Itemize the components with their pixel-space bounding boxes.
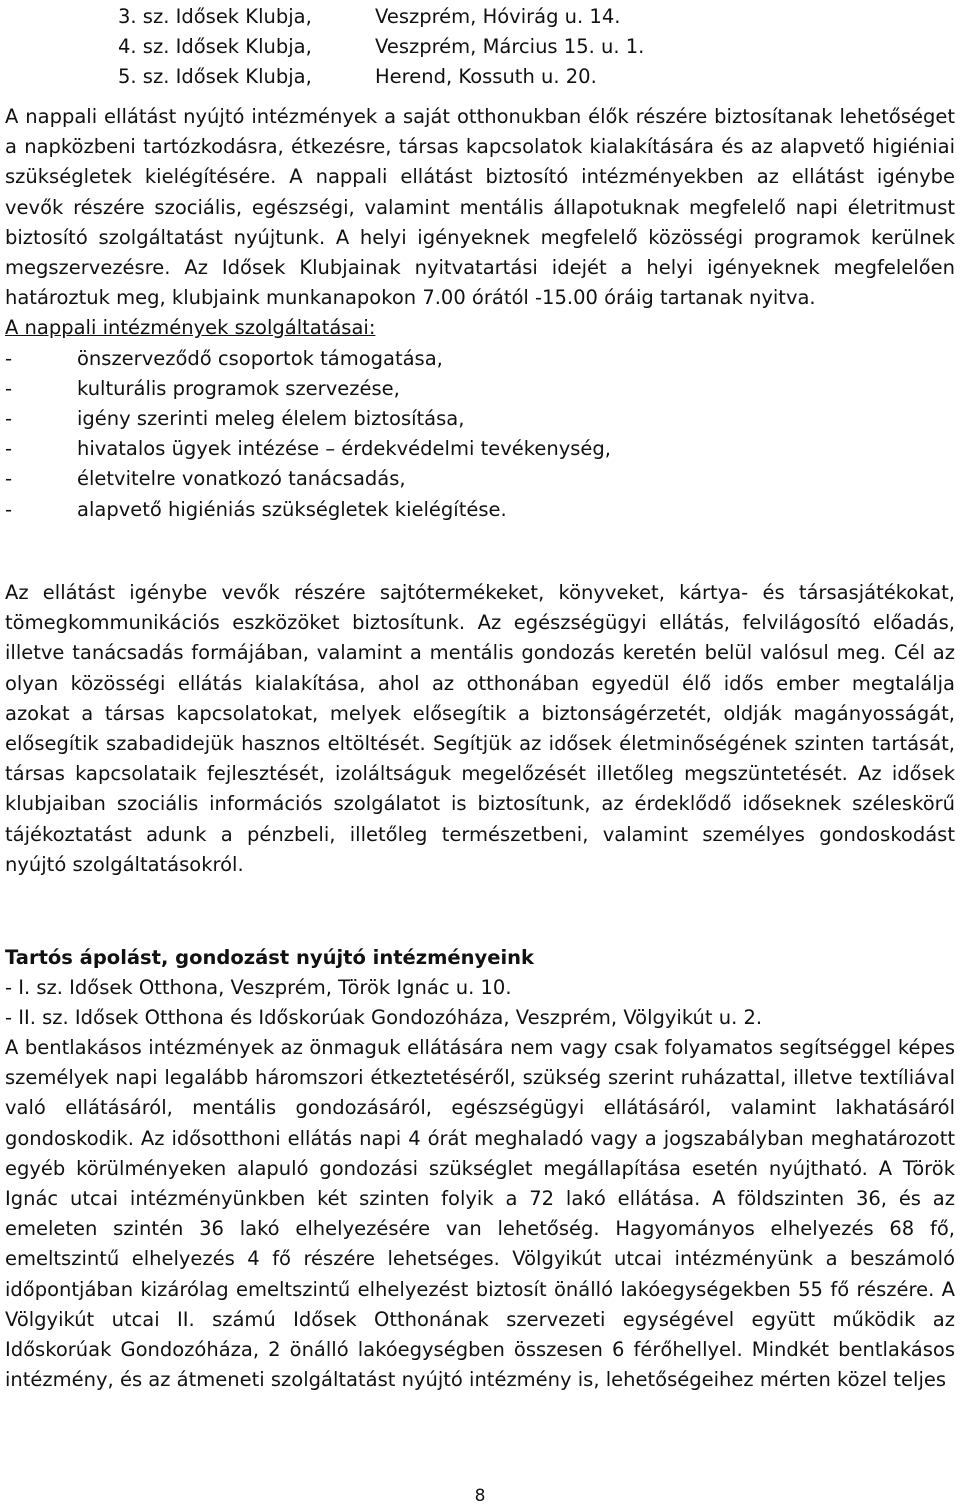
list-dash: -: [5, 497, 13, 521]
longterm-item: - II. sz. Idősek Otthona és Időskorúak Gondozóháza, Veszprém, Völgyikút u. 2.: [5, 1006, 763, 1029]
section-heading: Tartós ápolást, gondozást nyújtó intézményeink: [5, 946, 535, 969]
list-item-text: önszerveződő csoportok támogatása,: [77, 346, 443, 370]
list-item: [5, 464, 955, 494]
club-entry: [118, 32, 644, 62]
services-title: A nappali intézmények szolgáltatásai:: [5, 316, 376, 340]
list-item-text: életvitelre vonatkozó tanácsadás,: [77, 467, 406, 491]
list-dash: -: [5, 437, 13, 461]
list-dash: -: [5, 376, 13, 400]
day-care-section: [5, 102, 955, 525]
list-item: [5, 344, 955, 374]
list-dash: -: [5, 346, 13, 370]
club-address: Veszprém, Március 15. u. 1.: [375, 35, 645, 58]
day-care-paragraph: A nappali ellátást nyújtó intézmények a saját otthonukban élők részére biztosítanak lehetőséget a napközbeni tartózkodásra, étkezésre, társas kapcsolatok kialakítására és az alapvető higiéniai szükségletek kielégítésére. A nappali ellátást biztosító intézményekben az ellátást igénybe vevők részére szociális, egészségi, valamint mentális állapotuknak megfelelő napi életritmust biztosító szolgáltatást nyújtunk. A helyi igényeknek megfelelő közösségi programok kerülnek megszervezésre. Az Idősek Klubjainak nyitvatartási idejét a helyi igényeknek megfelelően határoztuk meg, klubjaink munkanapokon 7.00 órától -15.00 óráig tartanak nyitva.: [5, 105, 955, 310]
list-item-text: kulturális programok szervezése,: [77, 376, 400, 400]
list-item-text: alapvető higiéniás szükségletek kielégítése.: [77, 497, 507, 521]
club-name: 3. sz. Idősek Klubja,: [118, 5, 312, 28]
club-entry: [118, 62, 644, 92]
club-address: Veszprém, Hóvirág u. 14.: [375, 5, 621, 28]
longterm-item: - I. sz. Idősek Otthona, Veszprém, Török Ignác u. 10.: [5, 976, 512, 999]
club-name: 4. sz. Idősek Klubja,: [118, 35, 312, 58]
services-section: [5, 578, 955, 880]
list-dash: -: [5, 407, 13, 431]
longterm-section: [5, 943, 955, 1395]
longterm-paragraph: A bentlakásos intézmények az önmaguk ellátására nem vagy csak folyamatos segítséggel képes személyek napi legalább háromszori étkeztetéséről, szükség szerint ruházattal, illetve textíliával való ellátásáról, mentális gondozásáról, egészségügyi ellátásáról, valamint lakhatásáról gondoskodik. Az idősotthoni ellátás napi 4 órát meghaladó vagy a jogszabályban meghatározott egyéb körülményeken alapuló gondozási szükséglet megállapítása esetén nyújtható. A Török Ignác utcai intézményünkben két szinten folyik a 72 lakó ellátása. A földszinten 36, és az emeleten szintén 36 lakó elhelyezésére van lehetőség. Hagyományos elhelyezés 68 fő, emeltszintű elhelyezés 4 fő részére lehetséges. Völgyikút utcai intézményünk a beszámoló időpontjában kizárólag emeltszintű elhelyezést biztosít önálló lakóegységekben 55 fő részére. A Völgyikút utcai II. számú Idősek Otthonának szervezeti egységével együtt működik az Időskorúak Gondozóháza, 2 önálló lakóegységben összesen 6 férőhellyel. Mindkét bentlakásos intézmény, és az átmeneti szolgáltatást nyújtó intézmény is, lehetőségeihez mérten közel teljes: [5, 1036, 955, 1392]
club-address: Herend, Kossuth u. 20.: [375, 65, 597, 88]
club-list: [118, 2, 644, 92]
list-dash: -: [5, 467, 13, 491]
list-item: [5, 495, 955, 525]
list-item-text: igény szerinti meleg élelem biztosítása,: [77, 407, 465, 431]
services-list: [5, 344, 955, 525]
club-entry: [118, 2, 644, 32]
list-item: [5, 374, 955, 404]
club-name: 5. sz. Idősek Klubja,: [118, 65, 312, 88]
list-item: [5, 434, 955, 464]
list-item: [5, 404, 955, 434]
page-number: 8: [474, 1486, 486, 1506]
list-item-text: hivatalos ügyek intézése – érdekvédelmi tevékenység,: [77, 437, 611, 461]
services-paragraph: Az ellátást igénybe vevők részére sajtótermékeket, könyveket, kártya- és társasjátékokat, tömegkommunikációs eszközöket biztosítunk. Az egészségügyi ellátás, felvilágosító előadás, illetve tanácsadás formájában, valamint a mentális gondozás keretén belül valósul meg. Cél az olyan közösségi ellátás kialakítása, ahol az otthonában egyedül élő idős ember megtalálja azokat a társas kapcsolatokat, melyek elősegítik a biztonságérzetét, oldják magányosságát, elősegítik szabadidejük hasznos eltöltését. Segítjük az idősek életminőségének szinten tartását, társas kapcsolataik fejlesztését, izoláltságuk megelőzését illetőleg megszüntetését. Az idősek klubjaiban szociális információs szolgálatot is biztosítunk, az érdeklődő időseknek széleskörű tájékoztatást adunk a pénzbeli, illetőleg természetbeni, valamint személyes gondoskodást nyújtó szolgáltatásokról.: [5, 581, 955, 876]
